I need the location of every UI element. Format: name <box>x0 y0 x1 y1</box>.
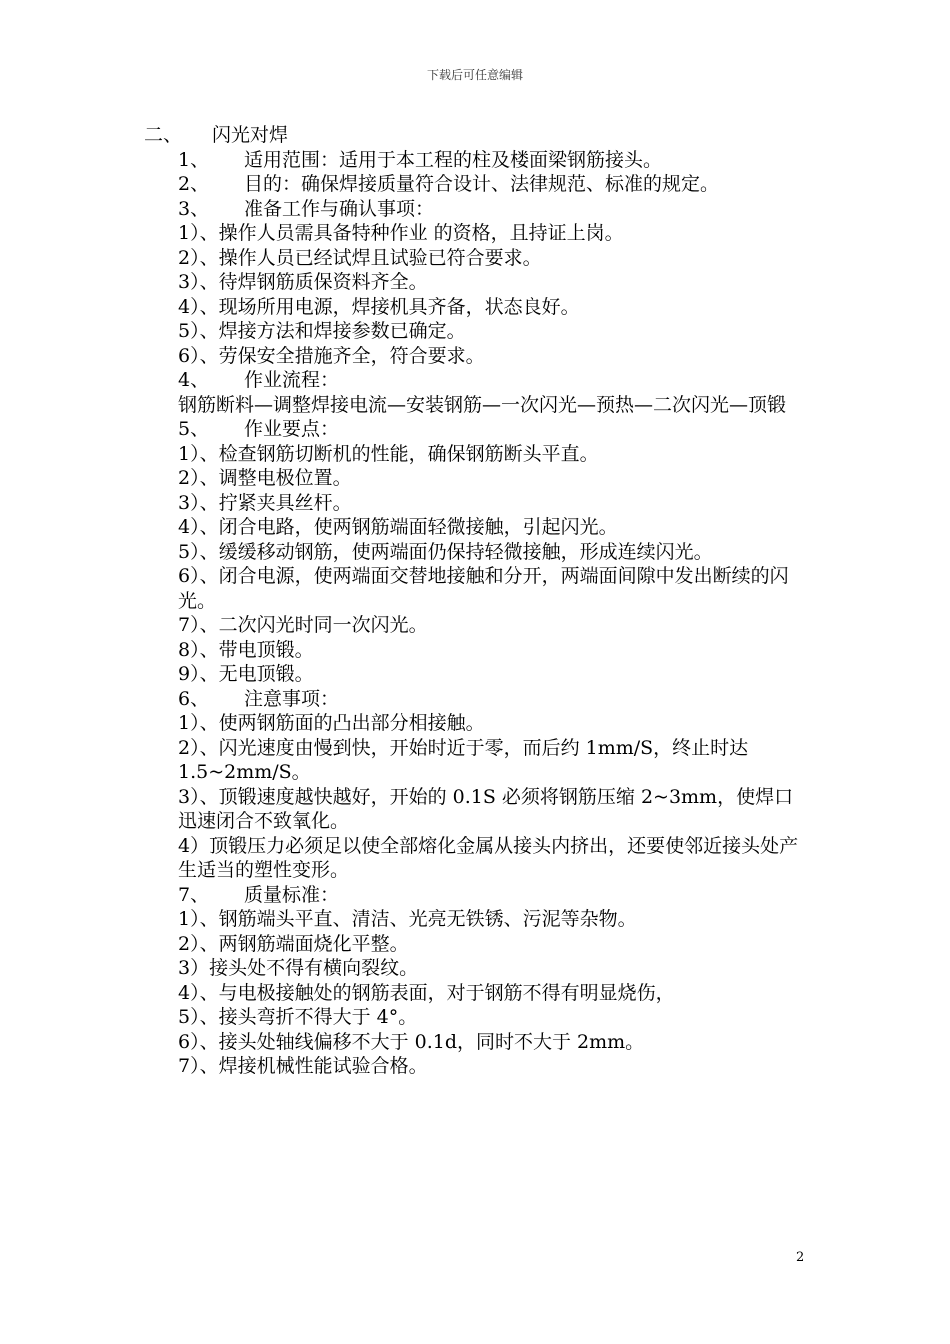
section-heading <box>144 123 808 148</box>
list-item: 6）、闭合电源，使两端面交替地接触和分开，两端面间隙中发出断续的闪光。 <box>178 565 789 612</box>
list-item: 3）、待焊钢筋质保资料齐全。 <box>178 271 428 293</box>
item-heading: 5、 作业要点： <box>178 418 340 440</box>
process-flow: 钢筋断料—调整焊接电流—安装钢筋—一次闪光—预热—二次闪光—顶锻 <box>178 393 787 416</box>
section-title: 闪光对焊 <box>212 124 289 146</box>
document-body <box>144 123 808 1079</box>
list-item: 1）、使两钢筋面的凸出部分相接触。 <box>178 712 485 734</box>
list-item: 5）、接头弯折不得大于 4°。 <box>178 1006 418 1028</box>
list-item: 1）、检查钢筋切断机的性能，确保钢筋断头平直。 <box>178 442 599 465</box>
list-item: 2）、操作人员已经试焊且试验已符合要求。 <box>178 246 542 269</box>
list-item: 2）、闪光速度由慢到快，开始时近于零，而后约 1mm/S，终止时达 1.5~2mm/S。 <box>178 736 749 783</box>
list-item: 7）、二次闪光时同一次闪光。 <box>178 614 428 636</box>
item-heading: 4、 作业流程： <box>178 369 340 391</box>
list-item: 4）、闭合电路，使两钢筋端面轻微接触，引起闪光。 <box>178 516 618 538</box>
list-item: 3）、拧紧夹具丝杆。 <box>178 491 352 514</box>
list-item: 7）、焊接机械性能试验合格。 <box>178 1055 428 1077</box>
page-header: 下载后可任意编辑 <box>426 68 523 82</box>
list-item: 6）、接头处轴线偏移不大于 0.1d，同时不大于 2mm。 <box>178 1030 645 1053</box>
list-item: 4）顶锻压力必须足以使全部熔化金属从接头内挤出，还要使邻近接头处产生适当的塑性变形。 <box>178 834 799 881</box>
section-number: 二、 <box>144 124 183 146</box>
item-heading: 2、 目的：确保焊接质量符合设计、法律规范、标准的规定。 <box>178 173 720 195</box>
list-item: 4）、与电极接触处的钢筋表面，对于钢筋不得有明显烧伤， <box>178 981 675 1004</box>
item-heading: 6、 注意事项： <box>178 687 340 710</box>
item-heading: 3、 准备工作与确认事项： <box>178 197 435 220</box>
item-heading: 7、 质量标准： <box>178 883 340 906</box>
list-item: 3）接头处不得有横向裂纹。 <box>178 957 419 979</box>
list-item: 6）、劳保安全措施齐全，符合要求。 <box>178 344 485 367</box>
list-item: 4）、现场所用电源，焊接机具齐备，状态良好。 <box>178 295 580 318</box>
list-item: 5）、焊接方法和焊接参数已确定。 <box>178 320 466 342</box>
list-item: 1）、操作人员需具备特种作业 的资格，且持证上岗。 <box>178 222 624 244</box>
list-item: 1）、钢筋端头平直、清洁、光亮无铁锈、污泥等杂物。 <box>178 908 637 930</box>
item-heading: 1、 适用范围：适用于本工程的柱及楼面梁钢筋接头。 <box>178 148 663 171</box>
list-item: 2）、调整电极位置。 <box>178 467 352 489</box>
list-item: 8）、带电顶锻。 <box>178 638 314 661</box>
list-item: 9）、无电顶锻。 <box>178 663 314 685</box>
page-number: 2 <box>796 1250 805 1265</box>
list-item: 5）、缓缓移动钢筋，使两端面仍保持轻微接触，形成连续闪光。 <box>178 540 713 563</box>
list-item: 2）、两钢筋端面烧化平整。 <box>178 932 409 955</box>
list-item: 3）、顶锻速度越快越好，开始的 0.1S 必须将钢筋压缩 2~3mm，使焊口迅速闭合不致氧化。 <box>178 785 794 832</box>
